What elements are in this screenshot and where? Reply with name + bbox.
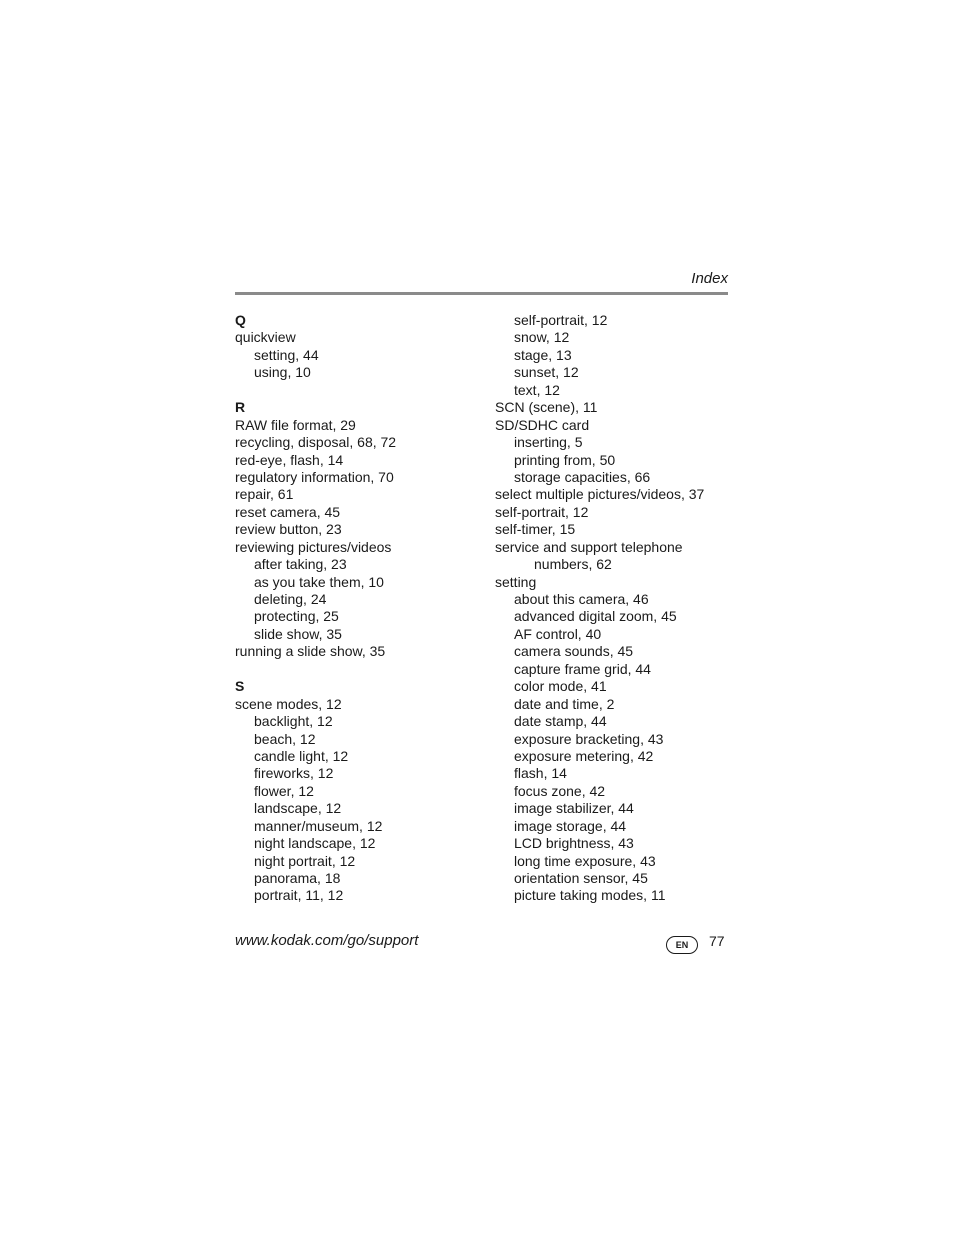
index-subentry: night portrait, 12 [254,852,356,869]
index-subentry: backlight, 12 [254,713,333,730]
index-subentry: beach, 12 [254,730,316,747]
index-subentry: LCD brightness, 43 [514,835,634,852]
index-subentry: picture taking modes, 11 [514,887,666,904]
index-subentry: camera sounds, 45 [514,643,634,660]
index-entry: repair, 61 [235,486,294,503]
index-subentry: deleting, 24 [254,591,327,607]
index-subentry: exposure metering, 42 [514,747,654,764]
index-letter-heading: Q [235,312,246,328]
index-subentry: portrait, 11, 12 [254,887,344,904]
index-subentry: date stamp, 44 [514,713,607,730]
section-gap [235,661,485,678]
index-entry: self-timer, 15 [495,521,576,538]
footer-support-url: www.kodak.com/go/support [235,932,419,949]
index-subentry: snow, 12 [514,329,570,346]
index-column-right [495,312,735,905]
index-letter-heading: S [235,678,245,695]
index-subentry: flower, 12 [254,782,314,799]
index-entry: red-eye, flash, 14 [235,451,344,468]
index-entry: running a slide show, 35 [235,643,386,660]
index-entry: reset camera, 45 [235,503,341,520]
index-letter-heading: R [235,399,246,416]
index-subentry: image stabilizer, 44 [514,800,634,817]
index-subentry: after taking, 23 [254,556,347,573]
index-subentry: AF control, 40 [514,625,602,642]
index-subentry: slide show, 35 [254,625,342,642]
page-number: 77 [709,933,725,949]
index-subentry: orientation sensor, 45 [514,870,648,886]
index-subentry: printing from, 50 [514,451,616,468]
index-subentry: color mode, 41 [514,678,607,695]
index-subentry: candle light, 12 [254,747,349,764]
index-subentry: numbers, 62 [534,556,612,573]
index-subentry: inserting, 5 [514,434,583,451]
language-badge: EN [666,936,698,954]
index-subentry: as you take them, 10 [254,573,384,590]
index-subentry: flash, 14 [514,765,567,782]
index-subentry: setting, 44 [254,346,319,363]
index-subentry: date and time, 2 [514,695,615,712]
index-entry: reviewing pictures/videos [235,538,392,555]
index-subentry: stage, 13 [514,346,572,363]
index-subentry: using, 10 [254,364,311,381]
index-subentry: panorama, 18 [254,870,341,886]
index-entry: recycling, disposal, 68, 72 [235,434,397,451]
index-subentry: self-portrait, 12 [514,312,608,328]
index-entry: SD/SDHC card [495,416,590,433]
index-entry: select multiple pictures/videos, 37 [495,486,705,503]
section-gap [235,382,485,399]
index-entry: quickview [235,329,296,346]
index-subentry: text, 12 [514,381,560,398]
index-entry: self-portrait, 12 [495,503,589,520]
index-subentry: advanced digital zoom, 45 [514,608,677,625]
index-subentry: protecting, 25 [254,608,339,625]
index-entry: service and support telephone [495,538,683,555]
index-entry: RAW file format, 29 [235,416,356,433]
index-entry: SCN (scene), 11 [495,399,598,416]
index-subentry: storage capacities, 66 [514,468,651,485]
index-column-left [235,312,485,905]
index-subentry: focus zone, 42 [514,782,606,799]
index-subentry: about this camera, 46 [514,591,649,607]
index-subentry: fireworks, 12 [254,765,334,782]
index-subentry: landscape, 12 [254,800,342,817]
index-subentry: image storage, 44 [514,817,627,834]
index-subentry: manner/museum, 12 [254,817,383,834]
index-subentry: sunset, 12 [514,364,579,381]
header-rule [235,292,728,295]
index-subentry: long time exposure, 43 [514,852,656,869]
index-subentry: capture frame grid, 44 [514,660,651,677]
index-subentry: exposure bracketing, 43 [514,730,664,747]
index-entry: scene modes, 12 [235,695,342,712]
index-entry: review button, 23 [235,521,342,538]
running-header-title: Index [691,270,728,287]
index-subentry: night landscape, 12 [254,835,376,852]
index-entry: regulatory information, 70 [235,468,394,485]
index-entry: setting [495,573,537,590]
